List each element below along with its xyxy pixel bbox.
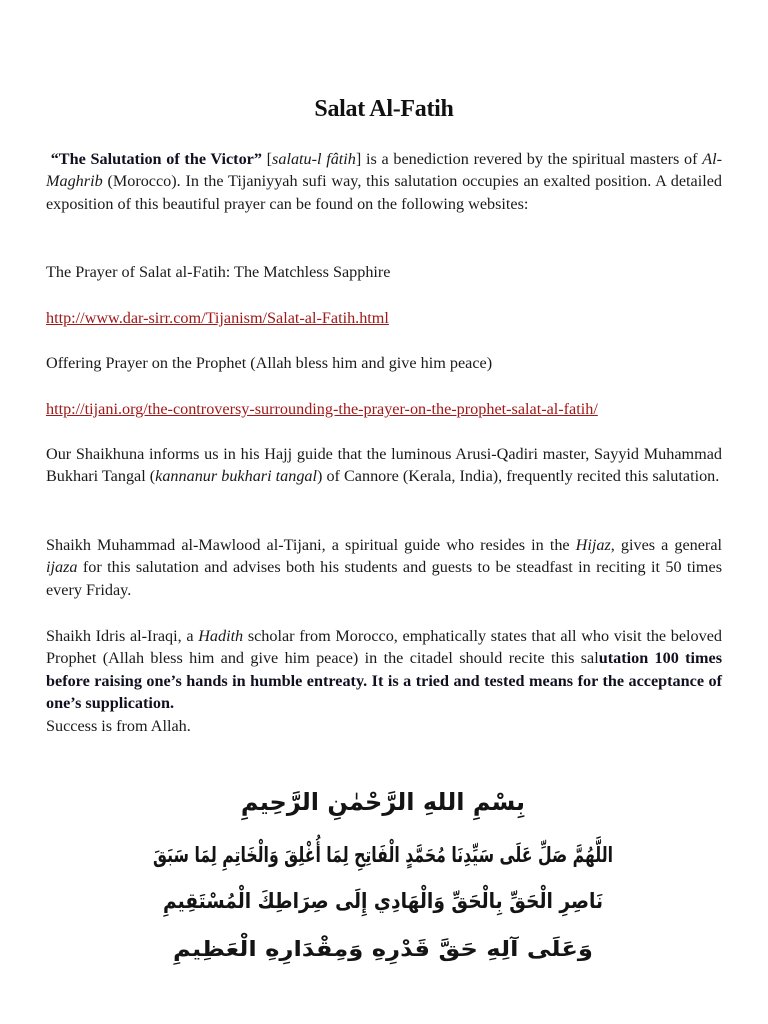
closing-line: Success is from Allah.	[46, 716, 191, 735]
p4-text-2: scholar from Morocco, emphatically states that all who visit the beloved Prophet (Allah bless him and give him peace) in the citadel should recite this sal	[46, 627, 723, 668]
p2-text-2: ) of Cannore (Kerala, India), frequently recited this salutation.	[317, 467, 720, 486]
link-title-text-2: Offering Prayer on the Prophet (Allah bless him and give him peace)	[46, 354, 493, 372]
paragraph-mawlood	[46, 534, 722, 601]
p3-text-1: Shaikh Muhammad al-Mawlood al-Tijani, a spiritual guide who resides in the	[46, 536, 576, 554]
link-title-1	[46, 261, 722, 283]
link-url-1[interactable]: http://www.dar-sirr.com/Tijanism/Salat-al-Fatih.html	[46, 309, 389, 327]
paragraph-iraqi	[46, 625, 722, 737]
p3-text-3: for this salutation and advises both his students and guests to be steadfast in reciting it 50 times every Friday.	[46, 558, 722, 599]
arabic-calligraphy-image	[148, 770, 768, 985]
intro-text-1: ] is a benediction revered by the spiritual masters of	[355, 150, 703, 168]
page-title: Salat Al-Fatih	[314, 96, 454, 122]
p4-bold: utation 100 times before raising one’s hands in humble entreaty. It is a tried and tested means for the acceptance of one’s supplication.	[46, 649, 723, 713]
link-url-2[interactable]: http://tijani.org/the-controversy-surrounding-the-prayer-on-the-prophet-salat-al-fatih/	[46, 400, 598, 418]
p4-italic-1: Hadith	[198, 627, 244, 645]
link-title-2	[46, 352, 722, 374]
p3-text-2: , gives a general	[610, 536, 723, 554]
intro-text-2: (Morocco). In the Tijaniyyah sufi way, this salutation occupies an exalted position. A detailed exposition of this beautiful prayer can be found on the following websites:	[46, 172, 722, 213]
p2-text-1: Our Shaikhuna informs us in his Hajj guide that the luminous Arusi-Qadiri master, Sayyid Muhammad Bukhari Tangal (	[46, 445, 722, 486]
p4-text-1: Shaikh Idris al-Iraqi, a	[46, 627, 199, 645]
calligraphy-line-2: اللَّهُمَّ صَلِّ عَلَى سَيِّدِنَا مُحَمَّدٍ الْفَاتِحِ لِمَا أُغْلِقَ وَالْخَاتِمِ لِمَا سَبَقَ	[153, 843, 768, 867]
p3-italic-2: ijaza	[46, 558, 78, 577]
calligraphy-line-4: وَعَلَى آلِهِ حَقَّ قَدْرِهِ وَمِقْدَارِهِ الْعَظِيمِ	[173, 937, 537, 961]
link-title-text-1: The Prayer of Salat al-Fatih: The Matchless Sapphire	[46, 263, 391, 281]
link-1[interactable]	[46, 307, 722, 329]
intro-bracket: [	[261, 150, 273, 168]
calligraphy-line-3: نَاصِرِ الْحَقِّ بِالْحَقِّ وَالْهَادِي إِلَى صِرَاطِكَ الْمُسْتَقِيمِ	[163, 889, 659, 913]
intro-translit: salatu-l fâtih	[272, 150, 356, 168]
link-2[interactable]	[46, 398, 722, 420]
intro-place: Al-Maghrib	[46, 150, 723, 191]
paragraph-tangal	[46, 443, 722, 488]
intro-bold-quote: “The Salutation of the Victor”	[50, 150, 262, 168]
p2-italic: kannanur bukhari tangal	[155, 467, 318, 486]
intro-paragraph	[46, 148, 722, 215]
calligraphy-basmala: بِسْمِ اللهِ الرَّحْمٰنِ الرَّحِيمِ	[240, 788, 526, 816]
p3-italic-1: Hijaz	[575, 536, 611, 554]
